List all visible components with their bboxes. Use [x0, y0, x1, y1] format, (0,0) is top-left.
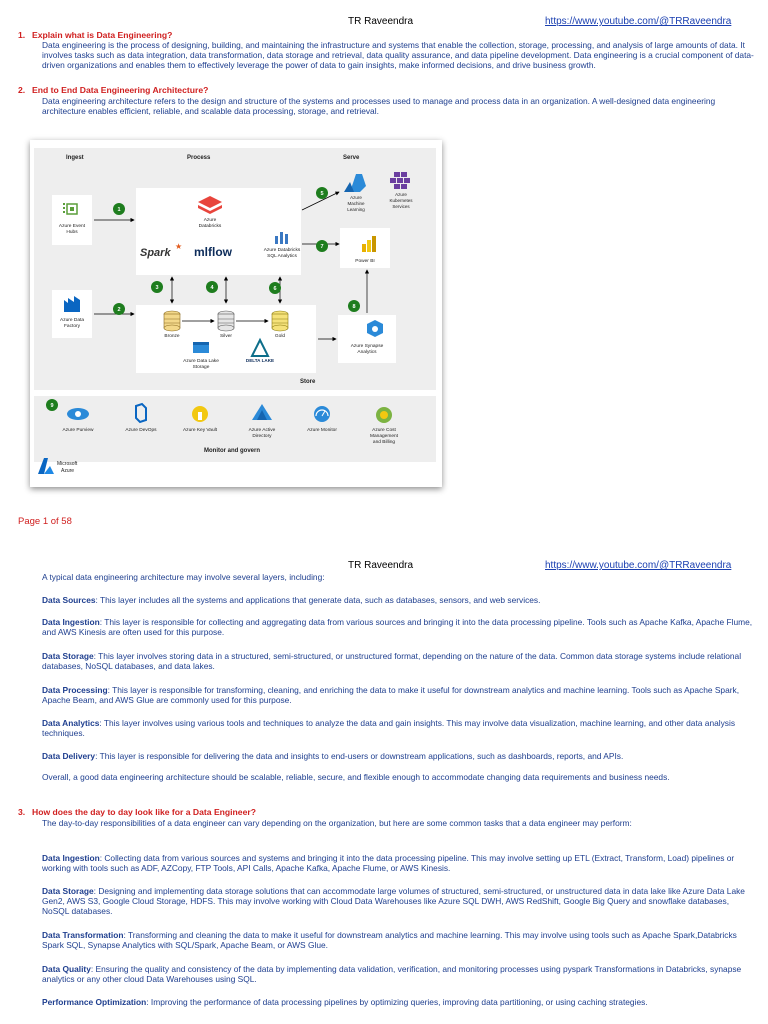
label-azure-ml-1: Azure	[350, 195, 362, 200]
label-sql-analytics-1: Azure Databricks	[263, 248, 301, 253]
header-url-link[interactable]: https://www.youtube.com/@TRRaveendra	[545, 16, 732, 27]
layer-term: Data Analytics	[42, 718, 100, 728]
label-sql-analytics-2: SQL Analytics	[267, 254, 297, 259]
step-5-label: 5	[320, 191, 324, 197]
purview-icon	[67, 408, 89, 420]
layer-data-sources	[42, 595, 754, 605]
layer-term: Data Delivery	[42, 751, 96, 761]
step-3-label: 3	[155, 285, 159, 291]
layer-term: Data Sources	[42, 595, 96, 605]
task-text: : Designing and implementing data storage solutions that can accommodate large volumes of structured, semi-structured, or unstructured data in data lake like Azure Data Lake Gen2, AWS S3, Google Cloud Storage, HDFS. This may involve working with Cloud Data Warehouses like Azure SQL DWH, AWS RedShift, Google Big Query and snowflake databases, NoSQL databases.	[42, 886, 745, 917]
card-synapse	[338, 315, 396, 363]
label-ms-azure-2: Azure	[61, 468, 75, 474]
task-data-ingestion	[42, 853, 754, 873]
page-header	[0, 16, 768, 30]
task-term: Data Quality	[42, 964, 91, 974]
label-purview: Azure Purview	[62, 428, 94, 433]
card-data-factory	[52, 290, 92, 338]
layer-term: Data Storage	[42, 651, 94, 661]
label-delta-lake: DELTA LAKE	[245, 358, 275, 363]
silver-icon	[218, 311, 234, 331]
step-7-label: 7	[320, 244, 324, 250]
label-silver: Silver	[220, 334, 232, 339]
step-6-label: 6	[273, 286, 277, 292]
label-aks-2: Kubernetes	[389, 198, 413, 203]
question-3-heading	[18, 807, 256, 817]
task-data-quality	[42, 964, 754, 984]
label-data-factory-2: Factory	[64, 324, 80, 329]
page-number: Page 1 of 58	[18, 516, 72, 527]
label-datalake-1: Azure Data Lake	[183, 359, 219, 364]
question-1-heading	[18, 30, 172, 40]
section-store: Store	[300, 379, 316, 385]
label-azure-ml-2: Machine	[347, 201, 365, 206]
step-4-label: 4	[210, 285, 214, 291]
layer-data-analytics	[42, 718, 754, 738]
label-ms-azure-1: Microsoft	[57, 461, 78, 467]
question-title: Explain what is Data Engineering?	[32, 30, 173, 40]
label-ad-2: Directory	[252, 434, 272, 439]
layer-term: Data Processing	[42, 685, 108, 695]
layer-data-storage	[42, 651, 754, 671]
question-2-heading	[18, 85, 208, 95]
question-2-body: Data engineering architecture refers to the design and structure of the systems and processes used to manage and process data in an organization. A well-designed data engineering architecture enables efficient, reliable, and scalable data processing, storage, and retrieval.	[42, 96, 716, 117]
header-url-link[interactable]: https://www.youtube.com/@TRRaveendra	[545, 560, 732, 571]
layer-text: : This layer is responsible for collecting and aggregating data from various sources and bringing it into the data processing pipeline. Tools such as Apache Kafka, Apache Flume, and AWS Kinesis are often used for this purpose.	[42, 617, 753, 638]
spark-star-icon: ★	[175, 242, 183, 251]
label-devops: Azure DevOps	[125, 428, 157, 433]
layer-text: : This layer involves using various tools and techniques to analyze the data and gain insights. This may involve data visualization, machine learning, and other data analysis techniques.	[42, 718, 736, 739]
label-cost-1: Azure Cost	[372, 428, 396, 433]
layer-data-processing	[42, 685, 754, 705]
layer-data-ingestion	[42, 617, 754, 637]
question-1-body: Data engineering is the process of designing, building, and maintaining the infrastructure and systems that enable the collection, storage, processing, and analysis of large amounts of data. It involves tasks such as data integration, data transformation, data storage and retrieval, data quality assurance, and data pipeline development. Data engineering is a crucial component of data-driven organizations and enables them to effectively leverage the power of data to gain insights, make informed decisions, and drive business growth.	[42, 40, 754, 71]
task-data-transformation	[42, 930, 754, 950]
label-aks-3: Services	[392, 204, 410, 209]
gold-icon	[272, 311, 288, 331]
architecture-diagram	[30, 140, 442, 487]
layers-intro: A typical data engineering architecture may involve several layers, including:	[42, 572, 325, 582]
label-databricks-1: Azure	[203, 218, 217, 223]
header-author: TR Raveendra	[348, 560, 414, 571]
question-title: End to End Data Engineering Architecture?	[32, 85, 209, 95]
cost-management-icon	[376, 407, 392, 423]
label-datalake-2: Storage	[192, 365, 210, 370]
overall-paragraph: Overall, a good data engineering architecture should be scalable, reliable, secure, and flexible enough to accommodate changing data requirements and business needs.	[42, 772, 670, 782]
step-2-label: 2	[117, 307, 121, 313]
header-author: TR Raveendra	[348, 16, 414, 27]
label-ad-1: Azure Active	[248, 428, 276, 433]
label-cost-3: and Billing	[372, 440, 396, 445]
question-3-body: The day-to-day responsibilities of a data engineer can vary depending on the organization, but here are some common tasks that a data engineer may perform:	[42, 818, 632, 828]
step-8-label: 8	[352, 304, 356, 310]
label-databricks-2: Databricks	[198, 224, 222, 229]
label-event-hubs-1: Azure Event	[58, 224, 86, 229]
task-data-storage	[42, 886, 754, 917]
question-number: 2.	[18, 85, 26, 95]
label-data-factory-1: Azure Data	[60, 318, 84, 323]
label-monitor: Azure Monitor	[307, 428, 337, 433]
step-1-label: 1	[117, 207, 121, 213]
task-performance-optimization	[42, 997, 754, 1007]
label-power-bi: Power BI	[355, 259, 375, 264]
spark-logo: Spark	[140, 247, 171, 259]
task-term: Data Ingestion	[42, 853, 100, 863]
data-lake-storage-icon	[193, 342, 209, 353]
task-text: : Collecting data from various sources and systems and bringing it into the data processing pipeline. This may involve setting up ETL (Extract, Transform, Load) pipelines or working with tools such as ADF, AZCopy, FTP Tools, API Calls, Apache Kafka, Apache Flume, or AWS Kinesis.	[42, 853, 735, 874]
card-event-hubs	[52, 195, 92, 245]
section-monitor: Monitor and govern	[204, 448, 260, 454]
label-cost-2: Management	[370, 434, 398, 439]
section-serve: Serve	[343, 155, 360, 161]
layer-text: : This layer is responsible for delivering the data and insights to end-users or downstream applications, such as dashboards, reports, and APIs.	[95, 751, 624, 761]
label-keyvault: Azure Key Vault	[182, 428, 218, 433]
section-process: Process	[187, 155, 211, 161]
layer-term: Data Ingestion	[42, 617, 100, 627]
section-ingest: Ingest	[66, 155, 84, 161]
label-synapse-2: Analytics	[357, 350, 377, 355]
layer-text: : This layer includes all the systems and applications that generate data, such as databases, sensors, and web services.	[95, 595, 541, 605]
label-azure-ml-3: Learning	[347, 207, 365, 212]
label-event-hubs-2: Hubs	[66, 230, 78, 235]
label-gold: Gold	[274, 334, 286, 339]
bronze-icon	[164, 311, 180, 331]
task-term: Performance Optimization	[42, 997, 147, 1007]
task-term: Data Transformation	[42, 930, 124, 940]
layer-text: : This layer involves storing data in a structured, semi-structured, or unstructured format, depending on the nature of the data. Common data storage systems include relational databases, NoSQL databases, and data lakes.	[42, 651, 742, 672]
question-number: 3.	[18, 807, 26, 817]
task-text: : Transforming and cleaning the data to make it useful for downstream analytics and machine learning. This may involve using tools such as Apache Spark,Databricks Spark SQL, Synapse Analytics with SQL/Spark, Apache Beam, or AWS Glue.	[42, 930, 737, 951]
label-synapse-1: Azure Synapse	[350, 344, 384, 349]
task-text: : Improving the performance of data processing pipelines by optimizing queries, improving data partitioning, or using caching strategies.	[146, 997, 648, 1007]
layer-text: : This layer is responsible for transforming, cleaning, and enriching the data to make it useful for downstream analytics and machine learning. Tools such as Apache Spark, Apache Beam, and AWS Glue are commonly used for this purpose.	[42, 685, 740, 706]
task-text: : Ensuring the quality and consistency of the data by implementing data validation, verification, and monitoring processes using pyspark Transformations in Databricks, synapse analytics or any other cloud Data Warehouses using SQL.	[42, 964, 742, 985]
layer-data-delivery	[42, 751, 754, 761]
monitor-icon	[314, 406, 330, 422]
label-bronze: Bronze	[164, 334, 180, 339]
keyvault-icon	[192, 406, 208, 422]
task-term: Data Storage	[42, 886, 94, 896]
question-title: How does the day to day look like for a Data Engineer?	[32, 807, 256, 817]
question-number: 1.	[18, 30, 26, 40]
mlflow-logo: mlflow	[194, 245, 232, 259]
label-aks-1: Azure	[395, 192, 407, 197]
step-9-label: 9	[50, 403, 54, 409]
